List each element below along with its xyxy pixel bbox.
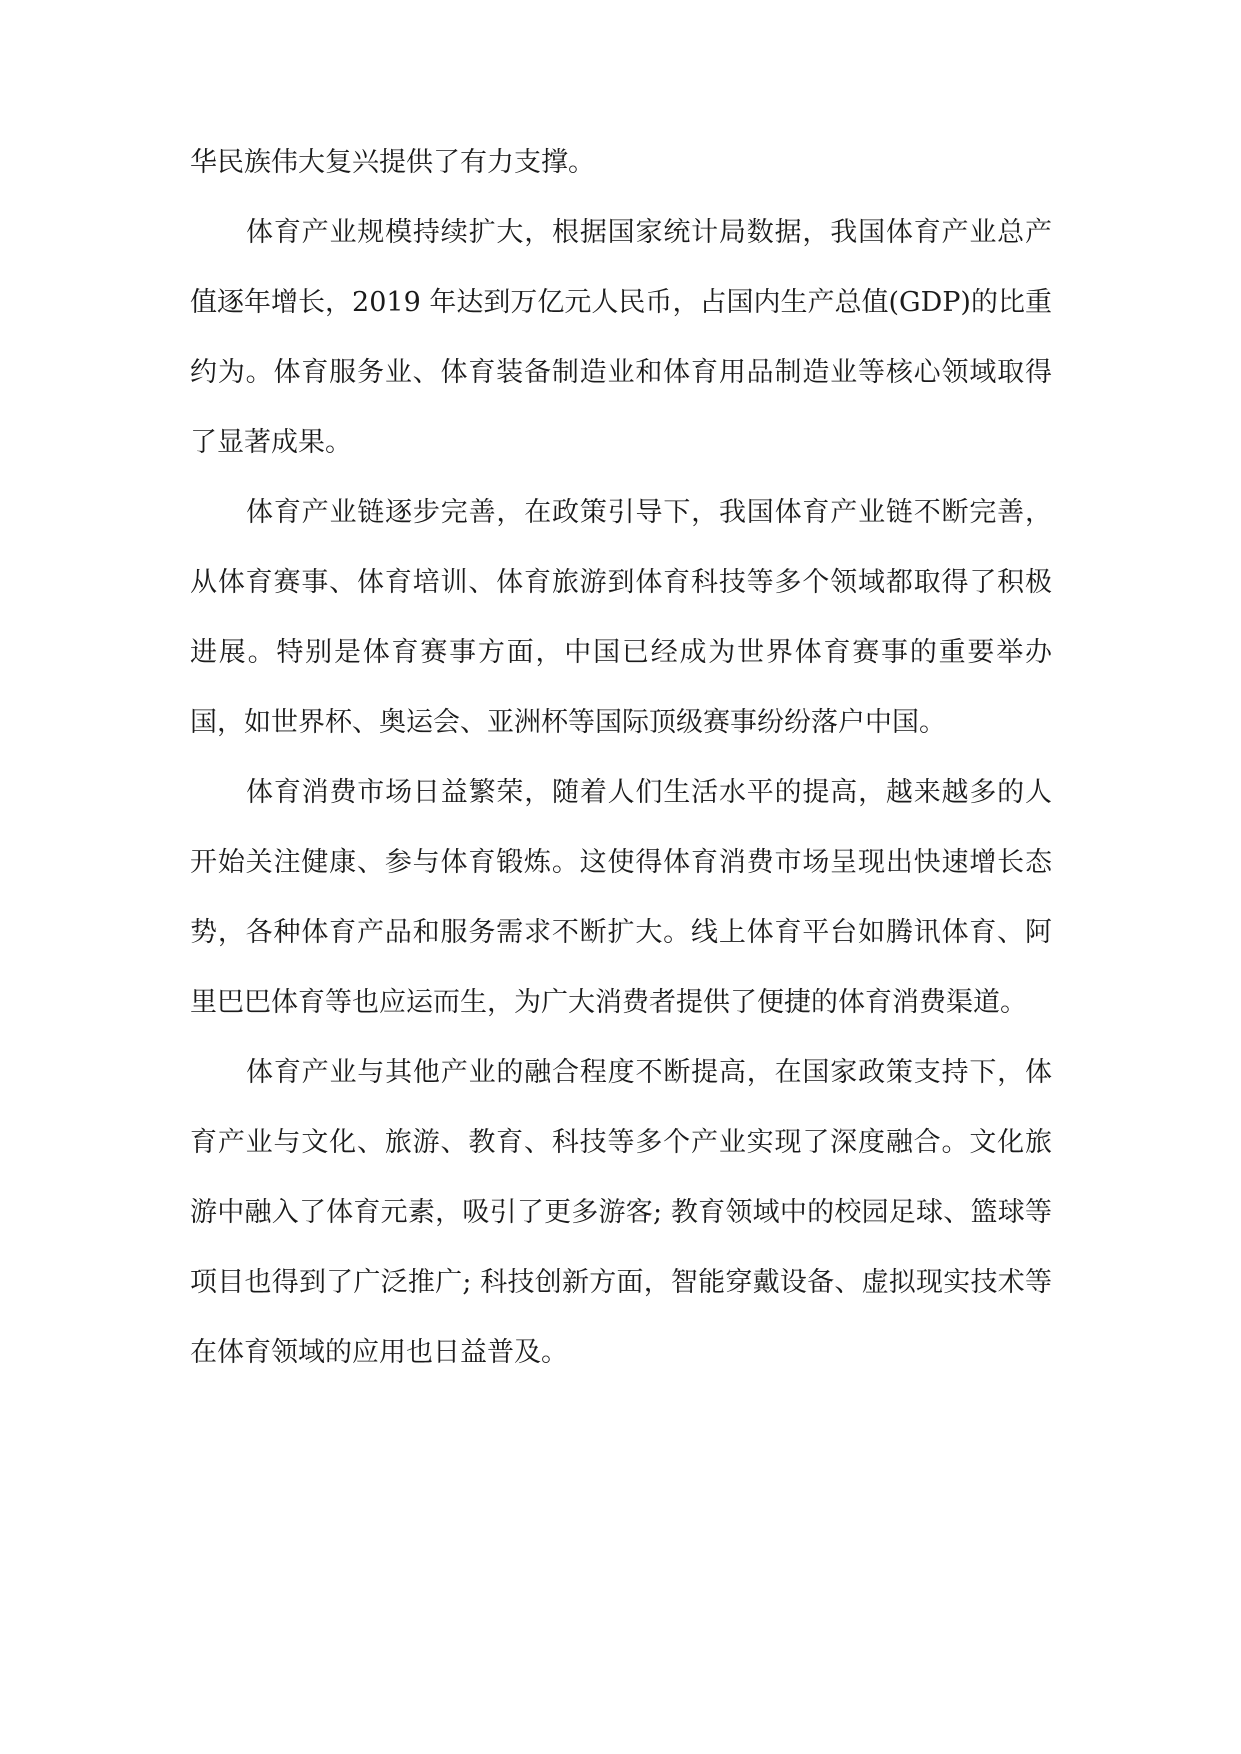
document-body [190,128,1052,1388]
paragraph-industry-integration: 体育产业与其他产业的融合程度不断提高，在国家政策支持下，体育产业与文化、旅游、教育、科技等多个产业实现了深度融合。文化旅游中融入了体育元素，吸引了更多游客; 教育领域中的校园足球、篮球等项目也得到了广泛推广; 科技创新方面，智能穿戴设备、虚拟现实技术等在体育领域的应用也日益普及。 [190,1057,1052,1368]
paragraph-consumer-market: 体育消费市场日益繁荣，随着人们生活水平的提高，越来越多的人开始关注健康、参与体育锻炼。这使得体育消费市场呈现出快速增长态势，各种体育产品和服务需求不断扩大。线上体育平台如腾讯体育、阿里巴巴体育等也应运而生，为广大消费者提供了便捷的体育消费渠道。 [190,777,1052,1018]
paragraph-continuation: 华民族伟大复兴提供了有力支撑。 [190,147,595,178]
paragraph-industry-chain: 体育产业链逐步完善，在政策引导下，我国体育产业链不断完善，从体育赛事、体育培训、体育旅游到体育科技等多个领域都取得了积极进展。特别是体育赛事方面，中国已经成为世界体育赛事的重要举办国，如世界杯、奥运会、亚洲杯等国际顶级赛事纷纷落户中国。 [190,497,1052,738]
paragraph-industry-scale: 体育产业规模持续扩大，根据国家统计局数据，我国体育产业总产值逐年增长，2019 年达到万亿元人民币，占国内生产总值(GDP)的比重约为。体育服务业、体育装备制造业和体育用品制造业等核心领域取得了显著成果。 [190,217,1052,458]
